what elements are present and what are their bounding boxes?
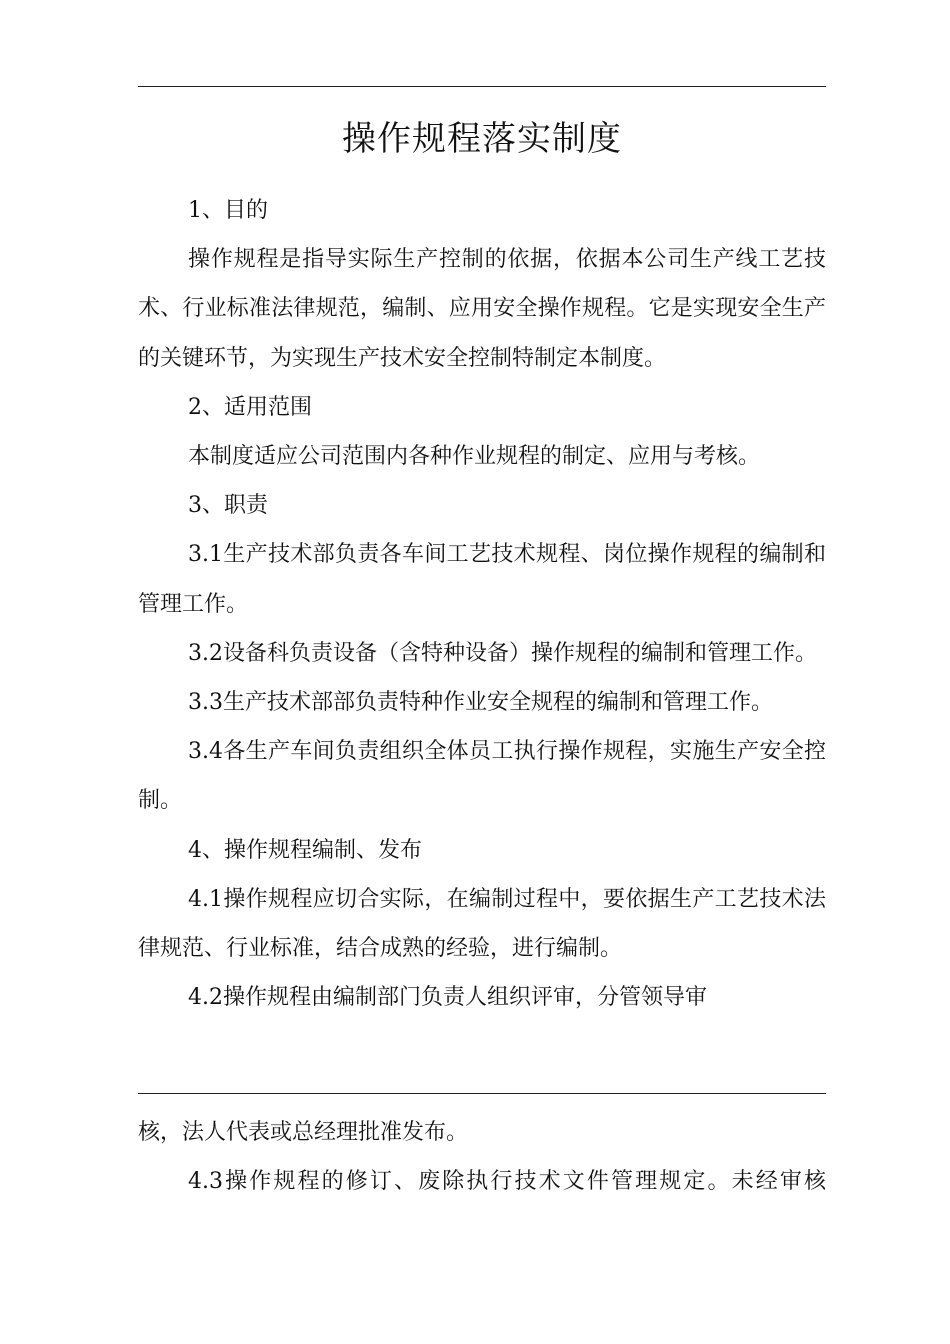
paragraph-compile-4-2-continued: 核，法人代表或总经理批准发布。 <box>138 1120 469 1145</box>
section-heading-duties: 3、职责 <box>188 493 268 519</box>
paragraph-compile-4-2: 4.2操作规程由编制部门负责人组织评审，分管领导审 <box>188 985 707 1011</box>
paragraph-duty-3-4: 3.4各生产车间负责组织全体员工执行操作规程，实施生产安全控制。 <box>138 739 826 814</box>
paragraph-duty-3-2: 3.2设备科负责设备（含特种设备）操作规程的编制和管理工作。 <box>188 640 817 666</box>
section-heading-scope: 2、适用范围 <box>188 394 312 420</box>
page2-body <box>138 1108 826 1206</box>
paragraph-duty-3-3: 3.3生产技术部部负责特种作业安全规程的编制和管理工作。 <box>188 690 773 716</box>
page-break-rule <box>138 1093 826 1094</box>
paragraph-scope: 本制度适应公司范围内各种作业规程的制定、应用与考核。 <box>188 444 761 470</box>
page1-body <box>138 186 826 1022</box>
section-heading-compile: 4、操作规程编制、发布 <box>188 837 422 863</box>
paragraph-duty-3-1: 3.1生产技术部负责各车间工艺技术规程、岗位操作规程的编制和管理工作。 <box>138 542 826 617</box>
document-title: 操作规程落实制度 <box>342 119 622 159</box>
paragraph-compile-4-1: 4.1操作规程应切合实际，在编制过程中，要依据生产工艺技术法律规范、行业标准，结合成熟的经验，进行编制。 <box>138 886 826 962</box>
paragraph-compile-4-3: 4.3操作规程的修订、废除执行技术文件管理规定。未经审核 <box>188 1169 826 1195</box>
header-rule <box>138 86 826 87</box>
paragraph-purpose: 操作规程是指导实际生产控制的依据，依据本公司生产线工艺技术、行业标准法律规范，编制、应用安全操作规程。它是实现安全生产的关键环节，为实现生产技术安全控制特制定本制度。 <box>138 247 826 371</box>
section-heading-purpose: 1、目的 <box>188 198 268 223</box>
